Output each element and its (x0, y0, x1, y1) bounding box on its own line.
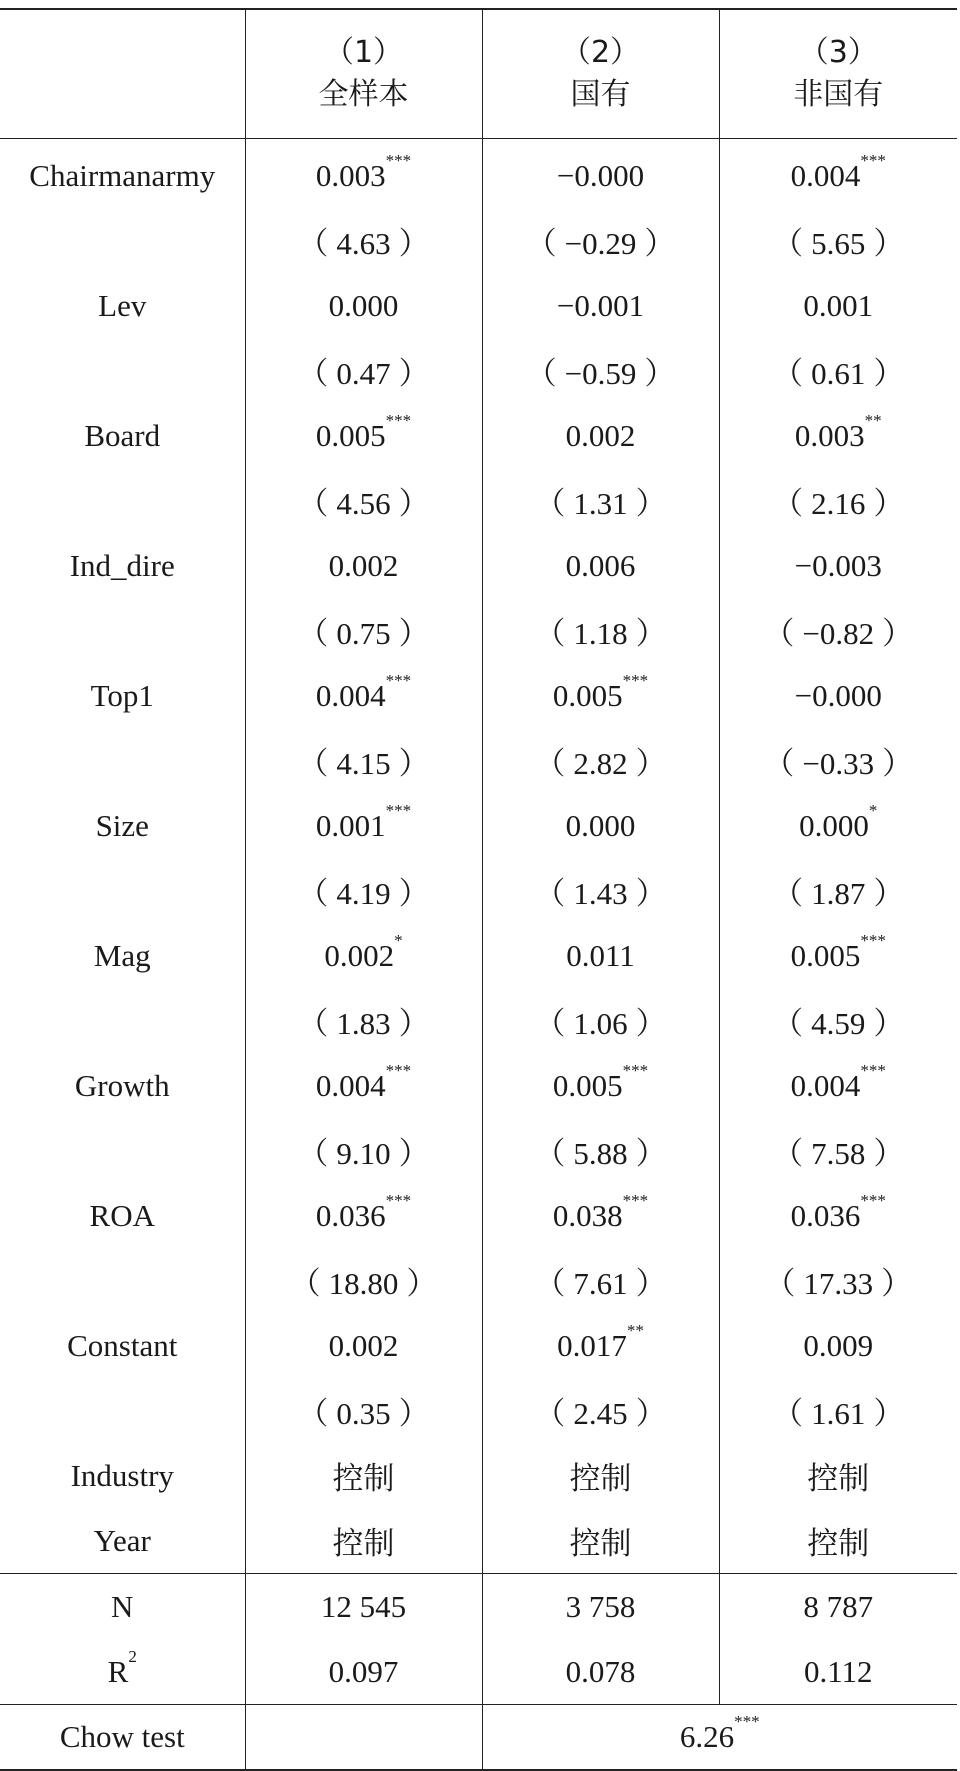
chow-test-value-cell (482, 1705, 957, 1771)
coef-cell-col-1-value: 0.002 (324, 937, 395, 973)
coef-row (0, 1183, 957, 1248)
paren-close: ） (398, 616, 430, 651)
coef-cell-col-3 (719, 663, 957, 728)
t-stat-cell-col-1 (245, 1118, 482, 1183)
paren-open: （ (297, 486, 329, 521)
t-stat-cell-col-1-value: 4.63 (336, 226, 391, 261)
paren-open: （ (772, 1136, 804, 1171)
coef-row (0, 533, 957, 598)
t-stat-cell-col-3 (719, 1378, 957, 1443)
paren-open: （ (289, 1266, 321, 1301)
r2-label-superscript: 2 (128, 1646, 137, 1666)
paren-open: （ (534, 1396, 566, 1431)
header-col-3-number: （3） (798, 35, 878, 70)
coef-cell-col-1-significance: *** (385, 150, 412, 170)
t-stat-cell-col-1-value: 9.10 (336, 1136, 391, 1171)
t-stat-cell-col-1-value: 4.19 (336, 876, 391, 911)
paren-close: ） (635, 486, 667, 521)
t-stat-cell-col-3 (719, 728, 957, 793)
coef-cell-col-3 (719, 403, 957, 468)
paren-close: ） (398, 1136, 430, 1171)
header-col-1-number: （1） (323, 35, 404, 70)
t-stat-cell-col-1-value: 4.56 (336, 486, 391, 521)
coef-cell-col-3-significance: *** (860, 150, 886, 170)
t-stat-cell-col-1 (245, 728, 482, 793)
paren-close: ） (398, 1396, 430, 1431)
blank-cell (0, 728, 245, 793)
t-stat-cell-col-2 (482, 208, 719, 273)
coef-cell-col-1-significance: * (394, 930, 403, 950)
t-stat-cell-col-3 (719, 468, 957, 533)
coef-cell-col-1 (245, 793, 482, 858)
t-stat-cell-col-3-value: 1.87 (811, 876, 866, 911)
paren-open: （ (534, 746, 566, 781)
paren-open: （ (525, 226, 557, 261)
coef-cell-col-2 (482, 1183, 719, 1248)
t-stat-cell-col-2-value: 7.61 (573, 1266, 628, 1301)
coef-cell-col-1 (245, 1183, 482, 1248)
t-stat-cell-col-3 (719, 1248, 957, 1313)
coef-row (0, 139, 957, 209)
paren-open: （ (297, 226, 329, 261)
coef-cell-col-1 (245, 1313, 482, 1378)
variable-label: Top1 (90, 677, 154, 713)
paren-open: （ (525, 356, 557, 391)
control-cell-col-2: 控制 (482, 1443, 719, 1508)
coef-row (0, 403, 957, 468)
coef-cell-col-2-value: −0.001 (556, 287, 645, 323)
paren-open: （ (772, 876, 804, 911)
coef-cell-col-3-value: 0.004 (790, 157, 861, 193)
paren-close: ） (873, 226, 905, 261)
t-stat-cell-col-1-value: 4.15 (336, 746, 391, 781)
t-stat-cell-col-3-value: 5.65 (811, 226, 866, 261)
paren-open: （ (297, 746, 329, 781)
coef-cell-col-2-significance: *** (622, 1060, 649, 1080)
paren-close: ） (873, 486, 905, 521)
paren-close: ） (398, 876, 430, 911)
t-stat-row (0, 468, 957, 533)
t-stat-row (0, 988, 957, 1053)
coef-cell-col-1 (245, 273, 482, 338)
t-stat-cell-col-2-value: 1.43 (573, 876, 628, 911)
paren-close: ） (873, 1396, 905, 1431)
variable-label: Size (95, 807, 149, 843)
blank-cell (0, 988, 245, 1053)
coef-cell-col-3 (719, 273, 957, 338)
t-stat-cell-col-2 (482, 728, 719, 793)
coef-cell-col-3-value: −0.003 (794, 547, 882, 583)
paren-close: ） (398, 356, 430, 391)
t-stat-cell-col-2 (482, 858, 719, 923)
coef-cell-col-1 (245, 663, 482, 728)
t-stat-row (0, 1118, 957, 1183)
t-stat-cell-col-3-value: 2.16 (811, 486, 866, 521)
paren-open: （ (772, 1396, 804, 1431)
paren-open: （ (772, 356, 804, 391)
t-stat-cell-col-1 (245, 338, 482, 403)
blank-cell (0, 1118, 245, 1183)
paren-open: （ (763, 746, 795, 781)
paren-open: （ (772, 1006, 804, 1041)
n-cell-col-1: 12 545 (245, 1574, 482, 1640)
paren-open: （ (534, 616, 566, 651)
t-stat-cell-col-2-value: 2.45 (573, 1396, 628, 1431)
coef-cell-col-3-value: 0.036 (790, 1197, 861, 1233)
t-stat-row (0, 208, 957, 273)
t-stat-cell-col-1 (245, 1248, 482, 1313)
t-stat-row (0, 1248, 957, 1313)
paren-close: ） (873, 1006, 905, 1041)
paren-close: ） (873, 1136, 905, 1171)
control-label: Industry (70, 1457, 174, 1493)
t-stat-cell-col-3 (719, 598, 957, 663)
t-stat-cell-col-1-value: 0.75 (336, 616, 391, 651)
t-stat-cell-col-2 (482, 1248, 719, 1313)
coef-cell-col-3 (719, 923, 957, 988)
header-col-1-label: 全样本 (318, 77, 409, 112)
r2-row (0, 1639, 957, 1705)
coef-cell-col-3 (719, 793, 957, 858)
paren-open: （ (297, 1006, 329, 1041)
t-stat-cell-col-2 (482, 598, 719, 663)
paren-open: （ (534, 876, 566, 911)
paren-open: （ (772, 486, 804, 521)
blank-cell (0, 338, 245, 403)
r2-cell-col-3: 0.112 (719, 1639, 957, 1705)
coef-cell-col-1-value: 0.003 (315, 157, 386, 193)
coef-cell-col-1-significance: *** (385, 410, 412, 430)
coef-cell-col-2 (482, 1313, 719, 1378)
coef-cell-col-3-significance: * (868, 800, 878, 820)
control-cell-col-3: 控制 (719, 1443, 957, 1508)
paren-open: （ (534, 486, 566, 521)
coef-cell-col-2-value: 0.000 (565, 807, 636, 843)
t-stat-cell-col-1 (245, 858, 482, 923)
coef-cell-col-3-value: 0.001 (803, 287, 874, 323)
coef-cell-col-3-value: 0.000 (799, 807, 869, 843)
t-stat-cell-col-2-value: 1.18 (573, 616, 628, 651)
paren-close: ） (398, 746, 430, 781)
coef-cell-col-2 (482, 1053, 719, 1118)
paren-open: （ (764, 1266, 796, 1301)
paren-close: ） (635, 1136, 667, 1171)
t-stat-cell-col-3 (719, 1118, 957, 1183)
t-stat-cell-col-1-value: 0.47 (336, 356, 391, 391)
t-stat-cell-col-2 (482, 468, 719, 533)
paren-open: （ (297, 876, 329, 911)
t-stat-cell-col-1-value: 18.80 (328, 1266, 399, 1301)
paren-close: ） (398, 226, 430, 261)
variable-label: Growth (74, 1067, 170, 1103)
blank-cell (0, 858, 245, 923)
t-stat-cell-col-2-value: 1.06 (573, 1006, 628, 1041)
coef-cell-col-1-value: 0.001 (315, 807, 386, 843)
coef-cell-col-2-value: 0.011 (566, 937, 635, 973)
paren-close: ） (873, 876, 905, 911)
control-cell-col-1: 控制 (245, 1443, 482, 1508)
t-stat-cell-col-2 (482, 988, 719, 1053)
coef-cell-col-2 (482, 793, 719, 858)
coef-row (0, 663, 957, 728)
t-stat-cell-col-3 (719, 338, 957, 403)
paren-close: ） (873, 356, 905, 391)
coef-cell-col-2-value: 0.002 (565, 417, 636, 453)
t-stat-cell-col-3-value: 4.59 (811, 1006, 866, 1041)
coef-cell-col-1-value: 0.002 (328, 1327, 399, 1363)
coef-cell-col-2 (482, 533, 719, 598)
t-stat-cell-col-3-value: 17.33 (803, 1266, 874, 1301)
variable-label: Chairmanarmy (29, 157, 216, 193)
coef-cell-col-3-significance: ** (864, 410, 882, 430)
paren-open: （ (534, 1266, 566, 1301)
coef-cell-col-1-value: 0.000 (328, 287, 399, 323)
t-stat-cell-col-2-value: −0.29 (564, 226, 637, 261)
coef-cell-col-3 (719, 139, 957, 209)
paren-close: ） (635, 1266, 667, 1301)
t-stat-cell-col-2-value: 2.82 (573, 746, 628, 781)
t-stat-cell-col-3-value: −0.33 (802, 746, 875, 781)
t-stat-row (0, 858, 957, 923)
coef-row (0, 1053, 957, 1118)
coef-cell-col-1 (245, 139, 482, 209)
r2-label: R (107, 1653, 129, 1689)
paren-close: ） (882, 616, 914, 651)
t-stat-cell-col-3-value: −0.82 (802, 616, 875, 651)
chow-test-value: 6.26 (679, 1719, 735, 1754)
blank-cell (0, 208, 245, 273)
t-stat-cell-col-1 (245, 468, 482, 533)
header-col-3-label: 非国有 (793, 77, 884, 112)
coef-cell-col-1-value: 0.005 (315, 417, 386, 453)
coef-cell-col-2 (482, 273, 719, 338)
paren-close: ） (635, 616, 667, 651)
paren-close: ） (644, 226, 676, 261)
variable-label: Mag (93, 937, 151, 973)
variable-label: Board (84, 417, 161, 453)
n-cell-col-2: 3 758 (482, 1574, 719, 1640)
coef-cell-col-2-value: 0.038 (552, 1197, 623, 1233)
coef-cell-col-1 (245, 533, 482, 598)
coef-cell-col-1-significance: *** (385, 670, 412, 690)
coef-cell-col-2-value: 0.005 (552, 677, 623, 713)
header-col-2-label: 国有 (570, 77, 631, 112)
n-cell-col-3: 8 787 (719, 1574, 957, 1640)
coef-cell-col-3 (719, 1053, 957, 1118)
paren-close: ） (635, 1006, 667, 1041)
t-stat-cell-col-3-value: 0.61 (811, 356, 866, 391)
coef-cell-col-3-value: −0.000 (794, 677, 882, 713)
coef-cell-col-1-significance: *** (385, 1060, 412, 1080)
variable-label: Lev (98, 287, 147, 323)
coef-cell-col-1-value: 0.002 (328, 547, 399, 583)
paren-close: ） (644, 356, 676, 391)
t-stat-cell-col-1-value: 1.83 (336, 1006, 391, 1041)
coef-cell-col-2-value: 0.017 (557, 1327, 627, 1363)
paren-close: ） (635, 746, 667, 781)
t-stat-cell-col-1-value: 0.35 (336, 1396, 391, 1431)
coef-cell-col-3-value: 0.004 (790, 1067, 861, 1103)
r2-cell-col-2: 0.078 (482, 1639, 719, 1705)
coef-cell-col-2 (482, 139, 719, 209)
coef-row (0, 923, 957, 988)
n-label: N (111, 1588, 134, 1624)
t-stat-cell-col-2 (482, 1378, 719, 1443)
coef-cell-col-2-significance: *** (622, 1190, 649, 1210)
t-stat-cell-col-3 (719, 988, 957, 1053)
coef-cell-col-1 (245, 923, 482, 988)
paren-open: （ (763, 616, 795, 651)
blank-cell (0, 1378, 245, 1443)
coef-cell-col-2 (482, 663, 719, 728)
t-stat-cell-col-1 (245, 598, 482, 663)
paren-close: ） (882, 746, 914, 781)
variable-label: Ind_dire (69, 547, 175, 583)
coef-row (0, 1313, 957, 1378)
coef-cell-col-1 (245, 1053, 482, 1118)
paren-open: （ (297, 1136, 329, 1171)
coef-cell-col-3-significance: *** (860, 1060, 886, 1080)
control-cell-col-2: 控制 (482, 1508, 719, 1574)
t-stat-row (0, 1378, 957, 1443)
coef-cell-col-2 (482, 923, 719, 988)
variable-label: Constant (67, 1327, 178, 1363)
coef-cell-col-2-value: 0.005 (552, 1067, 623, 1103)
paren-close: ） (881, 1266, 913, 1301)
paren-close: ） (398, 486, 430, 521)
coef-cell-col-3-significance: *** (860, 930, 886, 950)
coef-cell-col-1 (245, 403, 482, 468)
t-stat-cell-col-2-value: 5.88 (573, 1136, 628, 1171)
table-body (0, 139, 957, 1771)
t-stat-cell-col-1 (245, 988, 482, 1053)
control-label: Year (0, 1508, 245, 1574)
t-stat-row (0, 728, 957, 793)
paren-open: （ (297, 1396, 329, 1431)
control-cell-col-1: 控制 (245, 1508, 482, 1574)
coef-row (0, 793, 957, 858)
blank-cell (0, 598, 245, 663)
paren-open: （ (297, 616, 329, 651)
header-col-2-number: （2） (560, 35, 641, 70)
coef-cell-col-1-significance: *** (385, 800, 412, 820)
blank-cell (0, 1248, 245, 1313)
r2-label-cell (0, 1639, 245, 1705)
paren-close: ） (398, 1006, 430, 1041)
header-col-2 (482, 9, 719, 139)
chow-test-significance: *** (734, 1712, 760, 1731)
variable-label: ROA (89, 1197, 155, 1233)
chow-test-blank-cell (245, 1705, 482, 1771)
t-stat-cell-col-2-value: −0.59 (564, 356, 637, 391)
t-stat-cell-col-2-value: 1.31 (573, 486, 628, 521)
coef-cell-col-3 (719, 1313, 957, 1378)
coef-cell-col-3-value: 0.003 (794, 417, 865, 453)
paren-close: ） (635, 1396, 667, 1431)
t-stat-cell-col-1 (245, 1378, 482, 1443)
paren-close: ） (406, 1266, 438, 1301)
header-col-3 (719, 9, 957, 139)
coef-cell-col-1-value: 0.004 (315, 677, 386, 713)
n-row (0, 1574, 957, 1640)
coef-cell-col-3-value: 0.009 (803, 1327, 874, 1363)
t-stat-cell-col-1 (245, 208, 482, 273)
t-stat-cell-col-3 (719, 208, 957, 273)
regression-table (0, 8, 957, 1771)
coef-cell-col-3 (719, 533, 957, 598)
coef-cell-col-3 (719, 1183, 957, 1248)
paren-open: （ (772, 226, 804, 261)
t-stat-cell-col-2 (482, 1118, 719, 1183)
coef-cell-col-1-significance: *** (385, 1190, 412, 1210)
header-blank-cell (0, 9, 245, 139)
chow-test-row (0, 1705, 957, 1771)
t-stat-cell-col-3-value: 7.58 (811, 1136, 866, 1171)
t-stat-cell-col-3-value: 1.61 (811, 1396, 866, 1431)
coef-cell-col-2-significance: *** (622, 670, 649, 690)
control-cell-col-3: 控制 (719, 1508, 957, 1574)
coef-cell-col-3-significance: *** (860, 1190, 886, 1210)
r2-cell-col-1: 0.097 (245, 1639, 482, 1705)
chow-test-label: Chow test (0, 1705, 245, 1771)
coef-cell-col-2-significance: ** (626, 1320, 644, 1340)
paren-open: （ (534, 1136, 566, 1171)
coef-cell-col-1-value: 0.036 (315, 1197, 386, 1233)
coef-cell-col-2 (482, 403, 719, 468)
coef-cell-col-2-value: 0.006 (565, 547, 636, 583)
t-stat-cell-col-2 (482, 338, 719, 403)
control-row (0, 1443, 957, 1508)
t-stat-cell-col-3 (719, 858, 957, 923)
coef-cell-col-2-value: −0.000 (556, 157, 645, 193)
paren-open: （ (534, 1006, 566, 1041)
table-header-row (0, 9, 957, 139)
blank-cell (0, 468, 245, 533)
control-row (0, 1508, 957, 1574)
t-stat-row (0, 338, 957, 403)
t-stat-row (0, 598, 957, 663)
coef-cell-col-1-value: 0.004 (315, 1067, 386, 1103)
paren-close: ） (635, 876, 667, 911)
paren-open: （ (297, 356, 329, 391)
coef-row (0, 273, 957, 338)
coef-cell-col-3-value: 0.005 (790, 937, 861, 973)
header-col-1 (245, 9, 482, 139)
